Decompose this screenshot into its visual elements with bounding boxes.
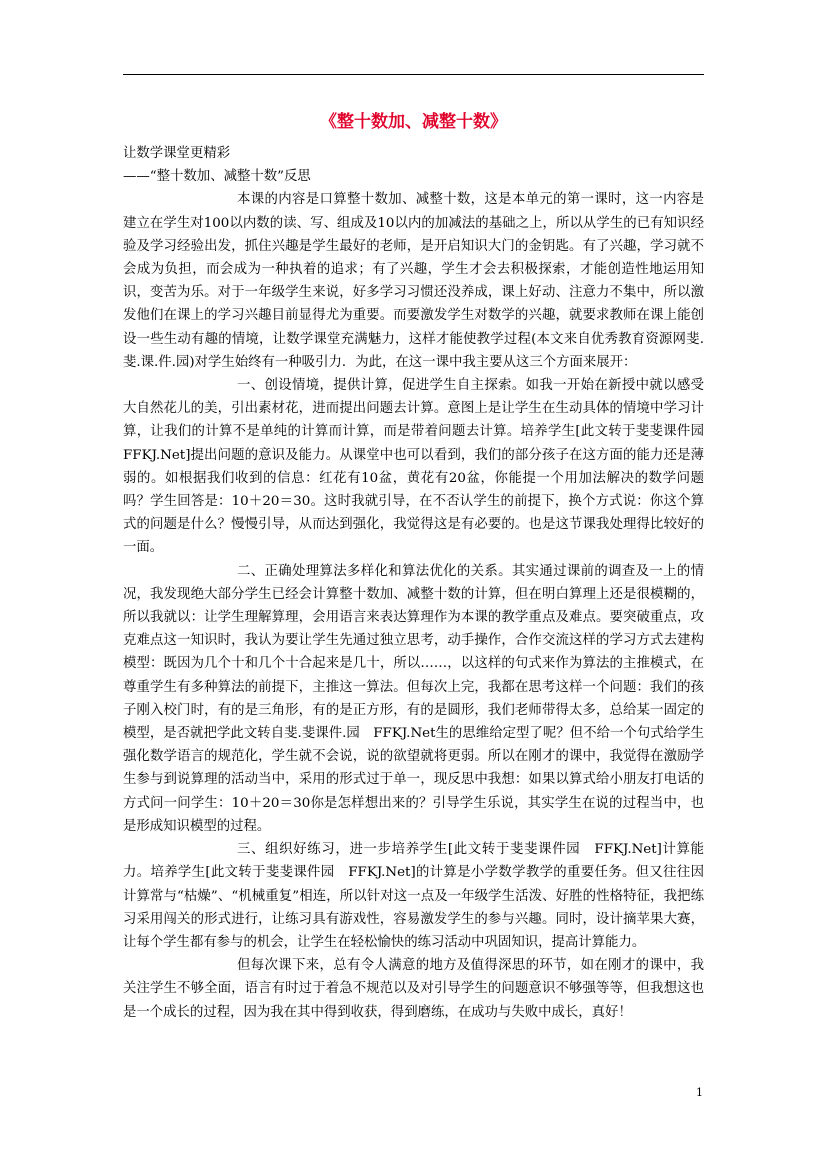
paragraph-section-two: 二、正确处理算法多样化和算法优化的关系。其实通过课前的调查及一上的情况，我发现绝大部分学生已经会计算整十数加、减整十数的计算，但在明白算理上还是很模糊的，所以我就以：让学生理解算理，会用语言来表达算理作为本课的教学重点及难点。要突破重点，攻克难点这一知识时，我认为要让学生先通过独立思考，动手操作，合作交流这样的学习方式去建构模型：既因为几个十和几个十合起来是几十，所以……，以这样的句式来作为算法的主推模式，在尊重学生有多种算法的前提下，主推这一算法。但每次上完，我都在思考这样一个问题：我们的孩子刚入校门时，有的是三角形，有的是正方形，有的是圆形，我们老师带得太多，总给某一固定的模型，是否就把学此文转自斐.斐课件.园 FFKJ.Net生的思维给定型了呢？但不给一个句式给学生强化数学语言的规范化，学生就不会说，说的欲望就将更弱。所以在刚才的课中，我觉得在激励学生参与到说算理的活动当中，采用的形式过于单一，现反思中我想：如果以算式给小朋友打电话的方式问一问学生：10＋20＝30你是怎样想出来的？引导学生乐说，其实学生在说的过程当中，也是形成知识模型的过程。 [123,563,704,834]
paragraph-section-one: 一、创设情境，提供计算，促进学生自主探索。如我一开始在新授中就以感受大自然花儿的美，引出素材花，进而提出问题去计算。意图上是让学生在生动具体的情境中学习计算，让我们的计算不是单纯的计算而计算，而是带着问题去计算。培养学生[此文转于斐斐课件园 FFKJ.Net]提出问题的意识及能力。从课堂中也可以看到，我们的部分孩子在这方面的能力还是薄弱的。如根据我们收到的信息：红花有10盆，黄花有20盆，你能提一个用加法解决的数学问题吗？学生回答是：10＋20＝30。这时我就引导，在不否认学生的前提下，换个方式说：你这个算式的问题是什么？慢慢引导，从而达到强化，我觉得这是有必要的。也是这节课我处理得比较好的一面。 [123,378,718,556]
header-rule [123,74,704,75]
document-subtitle: 让数学课堂更精彩 [123,146,231,161]
document-title: 《整十数加、减整十数》 [320,112,507,132]
paragraph-intro: 本课的内容是口算整十数加、减整十数，这是本单元的第一课时，这一内容是建立在学生对100以内数的读、写、组成及10以内的加减法的基础之上，所以从学生的已有知识经验及学习经验出发，抓住兴趣是学生最好的老师，是开启知识大门的金钥匙。有了兴趣，学习就不会成为负担，而会成为一种执着的追求；有了兴趣，学生才会去积极探索，才能创造性地运用知识，变苦为乐。对于一年级学生来说，好多学习习惯还没养成，课上好动、注意力不集中，所以激发他们在课上的学习兴趣目前显得尤为重要。而要激发学生对数学的兴趣，就要求教师在课上能创设一些生动有趣的情境，让数学课堂充满魅力，这样才能使教学过程(本文来自优秀教育资源网斐.斐.课.件.园)对学生始终有一种吸引力．为此，在这一课中我主要从这三个方面来展开： [123,192,704,370]
paragraph-section-three: 三、组织好练习，进一步培养学生[此文转于斐斐课件园 FFKJ.Net]计算能力。培养学生[此文转于斐斐课件园 FFKJ.Net]的计算是小学数学教学的重要任务。但又往往因计算常与“枯燥”、“机械重复”相连，所以针对这一点及一年级学生活泼、好胜的性格特征，我把练习采用闯关的形式进行，让练习具有游戏性，容易激发学生的参与兴趣。同时，设计摘苹果大赛，让每个学生都有参与的机会，让学生在轻松愉快的练习活动中巩固知识，提高计算能力。 [123,842,704,950]
paragraph-conclusion: 但每次课下来，总有令人满意的地方及值得深思的环节，如在刚才的课中，我关注学生不够全面，语言有时过于着急不规范以及对引导学生的问题意识不够强等等，但我想这也是一个成长的过程，因为我在其中得到收获，得到磨练，在成功与失败中成长，真好！ [123,958,704,1020]
document-body [123,142,718,1024]
page-number: 1 [696,1086,703,1099]
reflection-line: ——“整十数加、减整十数”反思 [123,169,311,185]
